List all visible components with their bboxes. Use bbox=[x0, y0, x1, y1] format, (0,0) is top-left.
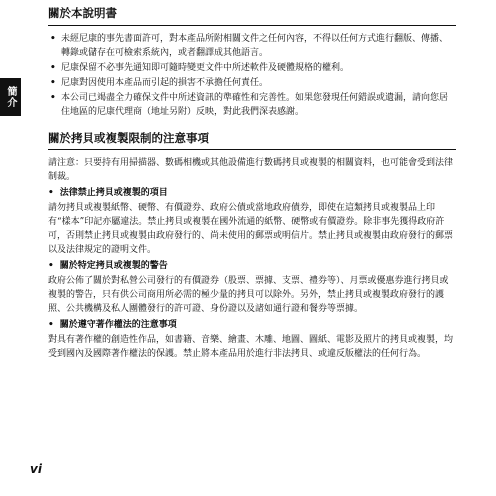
copy-restrictions-intro: 請注意：只要持有用掃描器、數碼相機或其他設備進行數碼拷貝或複製的相關資料，也可能會受到法律制裁。 bbox=[48, 158, 454, 183]
subsection-text: 對具有著作權的創造性作品，如書籍、音樂、繪畫、木雕、地圖、圖紙、電影及照片的拷貝或複製，均受到國內及國際著作權法的保護。禁止將本產品用於進行非法拷貝、或違反版權法的任何行為。 bbox=[48, 335, 454, 360]
list-item bbox=[48, 91, 456, 119]
list-item-text: 本公司已竭盡全力確保文件中所述資訊的準確性和完善性。如果您發現任何錯誤或遺漏，請向您居住地區的尼康代理商（地址另附）反映，對此我們深表感謝。 bbox=[61, 92, 449, 117]
about-manual-list bbox=[48, 32, 456, 119]
bullet-icon: • bbox=[48, 188, 54, 199]
section-title-about-manual: 關於本說明書 bbox=[48, 6, 456, 26]
bullet-icon: • bbox=[50, 92, 56, 103]
bullet-icon: • bbox=[48, 320, 54, 331]
page-number: vi bbox=[30, 462, 42, 476]
list-item bbox=[48, 32, 456, 60]
list-item bbox=[48, 76, 456, 90]
list-item-text: 未經尼康的事先書面許可，對本產品所附相關文件之任何內容，不得以任何方式進行翻版、傳播、轉錄或儲存在可檢索系統內，或者翻譯成其他語言。 bbox=[61, 33, 449, 58]
subsection-heading-text: 法律禁止拷貝或複製的項目 bbox=[59, 188, 168, 199]
section-title-copy-restrictions: 關於拷貝或複製限制的注意事項 bbox=[48, 131, 456, 151]
subsection-heading bbox=[48, 187, 456, 200]
subsection-heading-text: 關於遵守著作權法的注意事項 bbox=[59, 320, 177, 331]
section-tab: 簡介 bbox=[0, 78, 21, 116]
subsection-text: 政府公佈了關於對私營公司發行的有價證券（股票、票據、支票、禮券等）、月票或優惠券進行拷貝或複製的警告，只有供公司商用所必需的極少量的拷貝可以除外。另外，禁止拷貝或複製政府發行的護照、公共機構及私人團體發行的許可證、身份證以及諸如通行證和餐券等票據。 bbox=[48, 276, 449, 315]
subsection-heading bbox=[48, 260, 456, 273]
bullet-icon: • bbox=[50, 33, 56, 44]
subsection-heading bbox=[48, 319, 456, 332]
subsection-heading-text: 關於特定拷貝或複製的警告 bbox=[59, 261, 168, 272]
list-item-text: 尼康保留不必事先通知即可隨時變更文件中所述軟件及硬體規格的權利。 bbox=[61, 62, 350, 73]
list-item-text: 尼康對因使用本產品而引起的損害不承擔任何責任。 bbox=[61, 77, 269, 88]
bullet-icon: • bbox=[50, 62, 56, 73]
page-content bbox=[48, 6, 456, 364]
list-item bbox=[48, 61, 456, 75]
bullet-icon: • bbox=[50, 77, 56, 88]
subsection-text: 請勿拷貝或複製紙幣、硬幣、有價證券、政府公債或當地政府債券，即使在這類拷貝或複製品上印有“樣本”印記亦屬違法。禁止拷貝或複製在國外流通的紙幣、硬幣或有價證券。除非事先獲得政府許可，否則禁止拷貝或複製由政府發行的、尚未使用的郵票或明信片。禁止拷貝或複製由政府發行的郵票以及法律規定的證明文件。 bbox=[48, 203, 454, 256]
bullet-icon: • bbox=[48, 261, 54, 272]
